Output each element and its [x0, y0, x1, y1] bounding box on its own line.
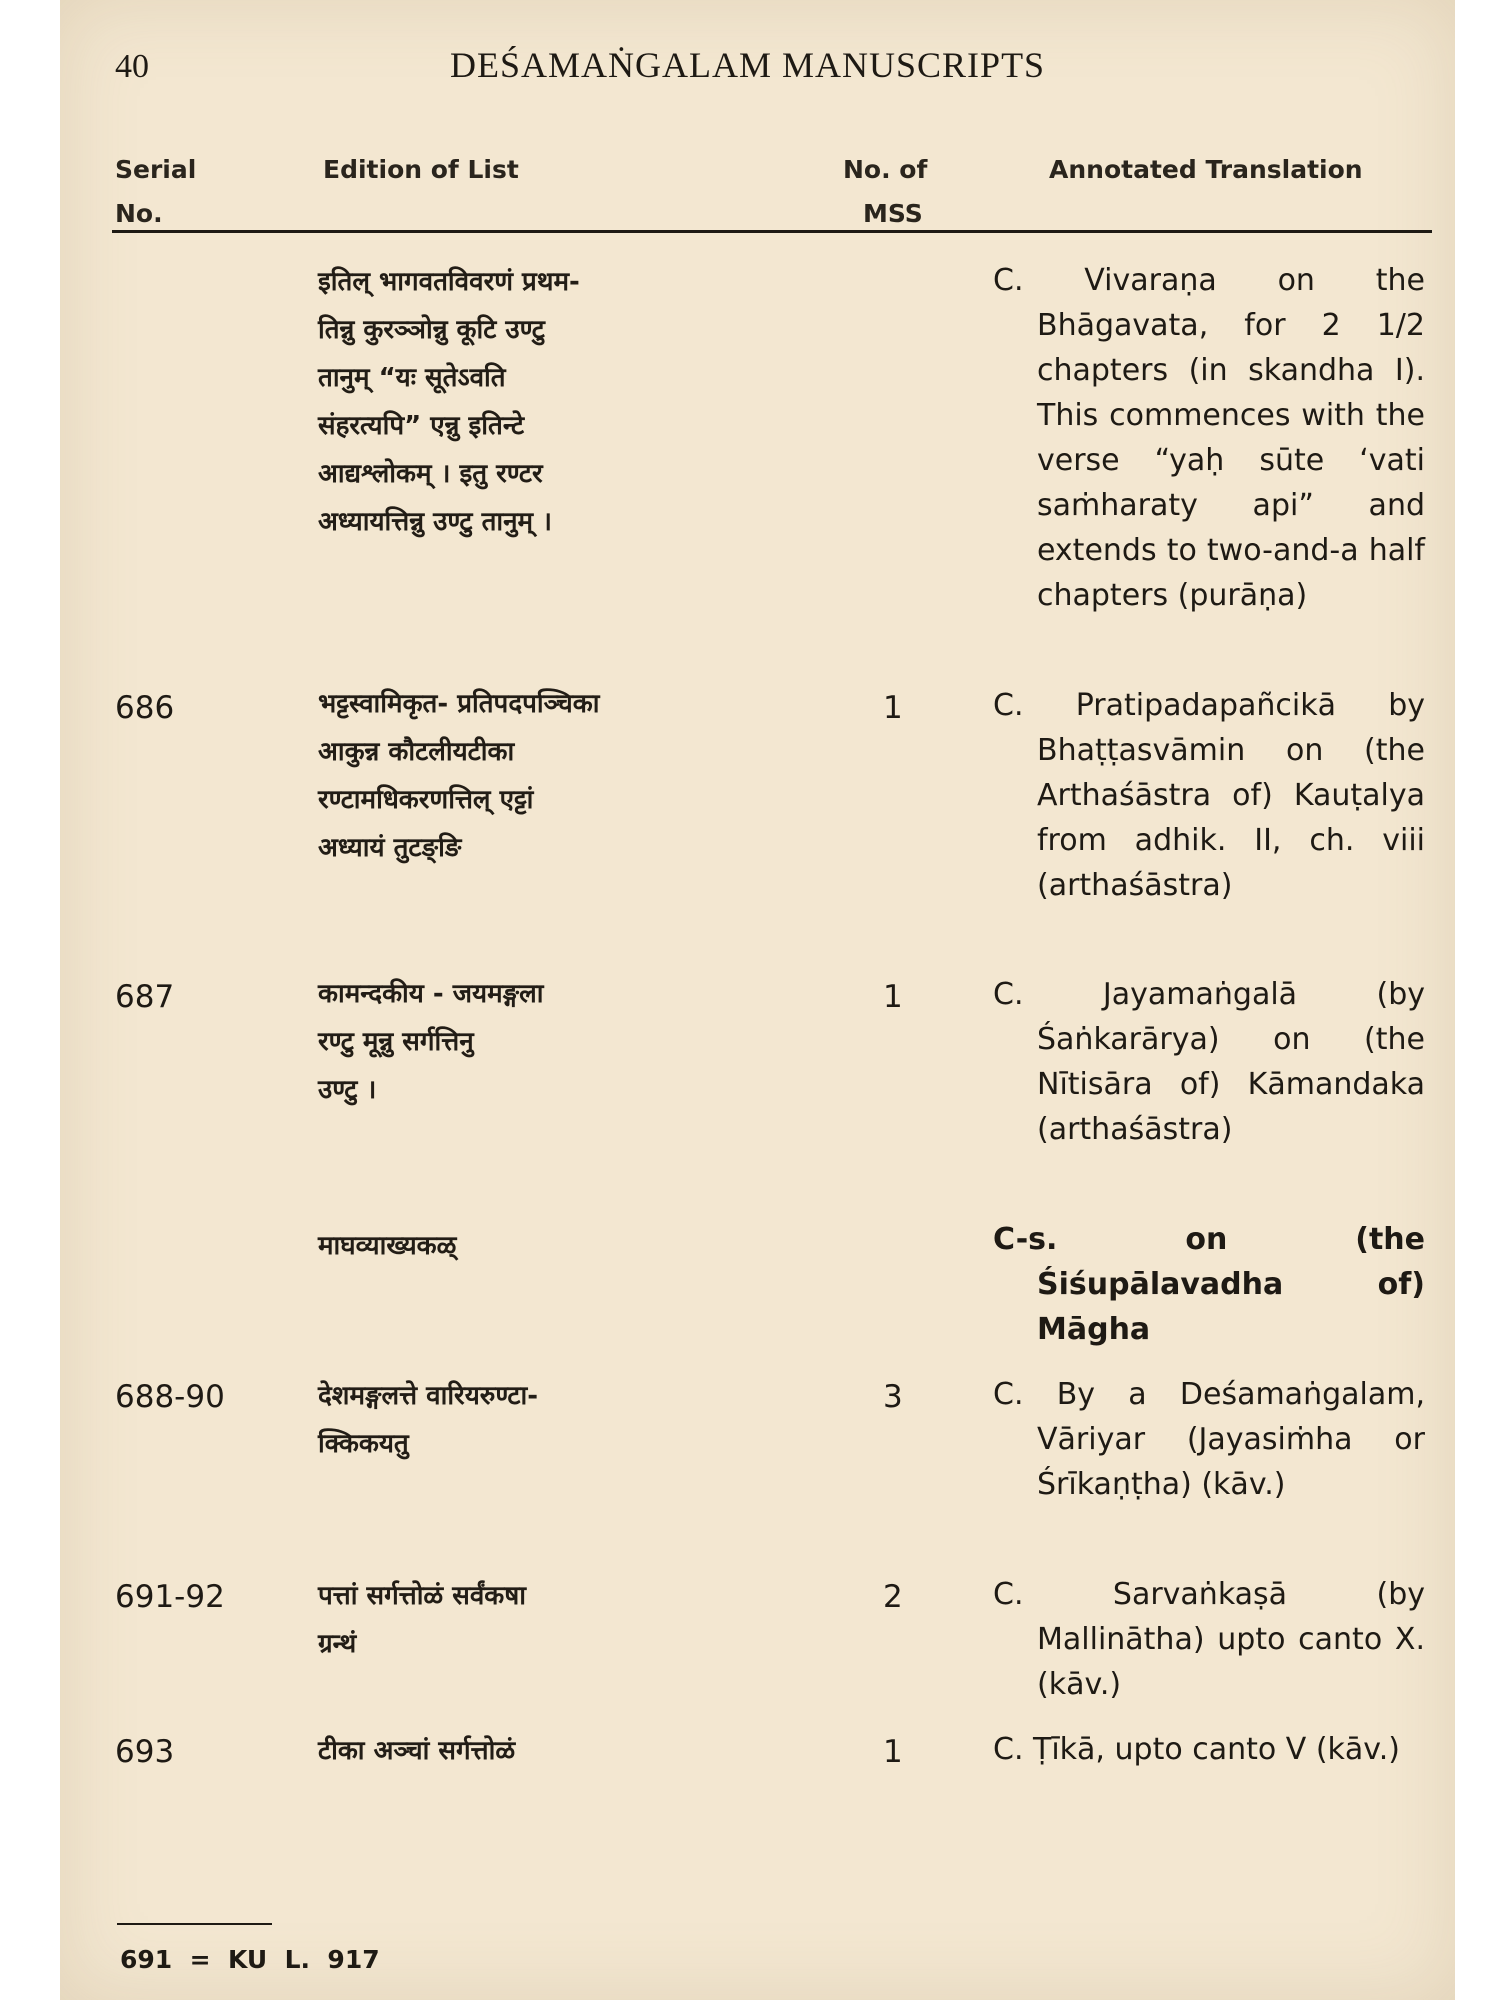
entry-mss-count: 1 — [883, 690, 903, 726]
entry-sanskrit: कामन्दकीय - जयमङ्गला रण्टु मून्नु सर्गत्तिनु उण्टु । — [318, 979, 544, 1105]
entry-sanskrit: इतिल् भागवतविवरणं प्रथम- तिन्नु कुरञ्ञोन्नु कूटि उण्टु तानुम् “यः सूतेऽवति संहरत्यपि” एन्नु इतिन्टे आद्यश्लोकम् । इतु रण्टर अध्यायत्तिन्नु उण्टु तानुम् । — [318, 267, 580, 537]
running-head: DEŚAMAṄGALAM MANUSCRIPTS — [450, 45, 1046, 85]
entry-translation: C. Pratipadapañcikā by Bhaṭṭasvāmin on (the Arthaśāstra of) Kauṭalya from adhik. II, ch. viii (arthaśāstra) — [993, 688, 1425, 903]
header-rule — [112, 230, 1432, 233]
entry-mss-count: 1 — [883, 979, 903, 1015]
entry-translation: C. Sarvaṅkaṣā (by Mallinātha) upto canto X. (kāv.) — [993, 1577, 1425, 1702]
entry-mss-count: 2 — [883, 1579, 903, 1615]
entry-serial: 693 — [115, 1734, 175, 1770]
entry-serial: 686 — [115, 690, 175, 726]
entry-translation: C. Vivaraṇa on the Bhāgavata, for 2 1/2 chapters (in skandha I). This commences with the verse “yaḥ sūte ‘vati saṁharaty api” and extends to two-and-a half chapters (purāṇa) — [993, 263, 1425, 613]
entry-mss-count: 1 — [883, 1734, 903, 1770]
col-header-translation: Annotated Translation — [1049, 155, 1363, 184]
col-header-mss — [843, 148, 927, 236]
entry-sanskrit: देशमङ्गलत्ते वारियरुण्टा- क्किकयतु — [318, 1381, 539, 1459]
col-header-serial-line2: No. — [115, 199, 163, 228]
page-number: 40 — [115, 48, 149, 85]
entry-translation: C. Jayamaṅgalā (by Śaṅkarārya) on (the Nītisāra of) Kāmandaka (arthaśāstra) — [993, 977, 1425, 1147]
entry-sanskrit: पत्तां सर्गत्तोळं सर्वंकषा ग्रन्थं — [318, 1581, 527, 1659]
col-header-serial — [115, 148, 196, 236]
col-header-edition: Edition of List — [323, 155, 519, 184]
entry-serial: 691-92 — [115, 1579, 225, 1615]
footnote: 691 = KU L. 917 — [120, 1945, 380, 1974]
footnote-rule — [117, 1923, 272, 1925]
col-header-mss-line1: No. of — [843, 155, 928, 184]
col-header-serial-line1: Serial — [115, 155, 197, 184]
entry-sanskrit: टीका अञ्चां सर्गत्तोळं — [318, 1736, 516, 1766]
entry-sanskrit: भट्टस्वामिकृत- प्रतिपदपञ्चिका आकुन्न कौटलीयटीका रण्टामधिकरणत्तिल् एट्टां अध्यायं तुटङ्ङि — [318, 689, 600, 863]
entry-serial: 687 — [115, 979, 175, 1015]
entry-translation: C. By a Deśamaṅgalam, Vāriyar (Jayasiṁha or Śrīkaṇṭha) (kāv.) — [993, 1377, 1425, 1502]
entry-translation: C. Ṭīkā, upto canto V (kāv.) — [993, 1732, 1400, 1767]
entry-translation: C-s. on (the Śiśupālavadha of) Māgha — [993, 1222, 1425, 1347]
entry-serial: 688-90 — [115, 1379, 225, 1415]
entry-sanskrit: माघव्याख्यकळ् — [318, 1231, 457, 1261]
entry-mss-count: 3 — [883, 1379, 903, 1415]
col-header-mss-line2: MSS — [863, 199, 923, 228]
